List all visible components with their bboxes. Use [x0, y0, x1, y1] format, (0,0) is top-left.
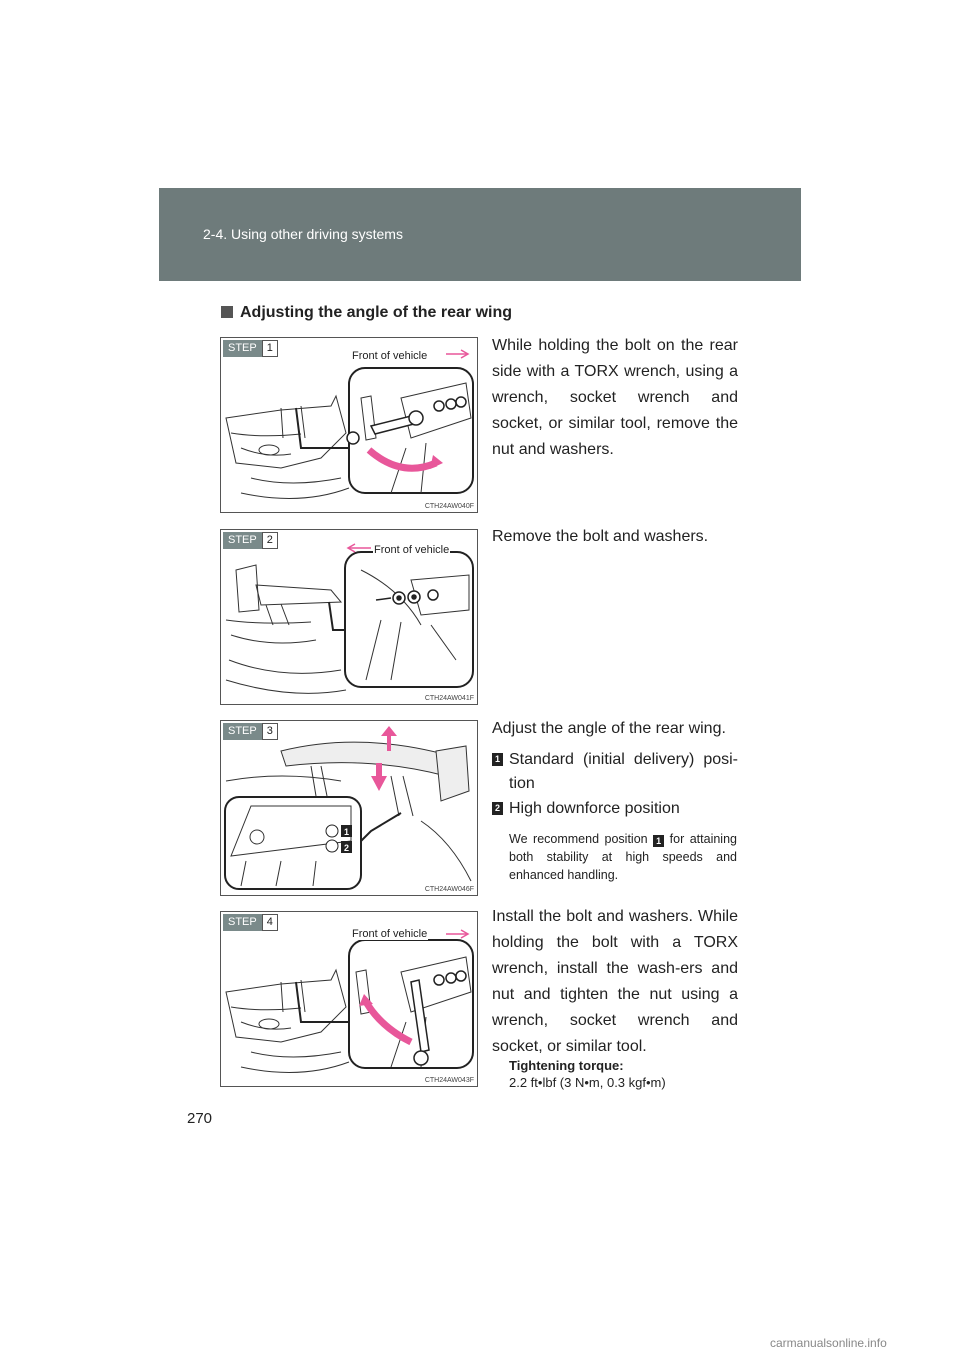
list-item	[492, 748, 738, 796]
front-of-vehicle-label: Front of vehicle	[374, 544, 450, 556]
illustration-remove-bolt	[221, 530, 477, 704]
illustration-adjust-wing	[221, 721, 477, 895]
subheading-text: Adjusting the angle of the rear wing	[240, 304, 513, 321]
marker-2-icon: 2	[492, 802, 503, 815]
step-badge: STEP 2	[223, 532, 278, 549]
recommendation-note	[509, 830, 737, 884]
illustration-remove-nut	[221, 338, 477, 512]
marker-1-icon: 1	[653, 835, 664, 847]
step-badge: STEP 1	[223, 340, 278, 357]
svg-text:1: 1	[343, 827, 350, 837]
list-item-text: Standard (initial delivery) posi-tion	[509, 751, 738, 792]
figure-step-1	[220, 337, 478, 513]
square-bullet-icon	[221, 306, 233, 318]
step-3-text: Adjust the angle of the rear wing.	[492, 720, 726, 737]
subheading	[221, 304, 512, 322]
figure-step-4	[220, 911, 478, 1087]
figure-code: CTH24AW041F	[424, 695, 474, 702]
figure-code: CTH24AW043F	[424, 1077, 474, 1084]
note-text: We recommend position	[509, 832, 648, 846]
step-badge: STEP 4	[223, 914, 278, 931]
front-of-vehicle-label: Front of vehicle	[352, 928, 428, 940]
figure-code: CTH24AW040F	[424, 503, 474, 510]
step-2-text: Remove the bolt and washers.	[492, 528, 709, 545]
torque-label: Tightening torque:	[509, 1058, 624, 1073]
note-text: for attaining both stability at high speeds and enhanced handling.	[509, 832, 737, 882]
svg-text:2: 2	[343, 843, 350, 853]
figure-step-3	[220, 720, 478, 896]
step-4-text: Install the bolt and washers. While holding the bolt with a TORX wrench, install the wash-ers and nut and tighten the nut using a wrench, socket wrench and socket, or similar tool.	[492, 908, 738, 1055]
list-item	[492, 797, 738, 821]
step-1-text: While holding the bolt on the rear side with a TORX wrench, using a wrench, socket wrench and socket, or similar tool, remove the nut and washers.	[492, 337, 738, 458]
illustration-install-bolt	[221, 912, 477, 1086]
section-title: 2-4. Using other driving systems	[203, 226, 403, 242]
page-number: 270	[187, 1110, 213, 1127]
step-badge: STEP 3	[223, 723, 278, 740]
front-of-vehicle-label: Front of vehicle	[352, 350, 428, 362]
figure-step-2	[220, 529, 478, 705]
watermark: carmanualsonline.info	[770, 1336, 887, 1350]
figure-code: CTH24AW046F	[424, 886, 474, 893]
torque-value: 2.2 ft•lbf (3 N•m, 0.3 kgf•m)	[509, 1075, 666, 1090]
marker-1-icon: 1	[492, 753, 503, 766]
list-item-text: High downforce position	[509, 800, 680, 817]
